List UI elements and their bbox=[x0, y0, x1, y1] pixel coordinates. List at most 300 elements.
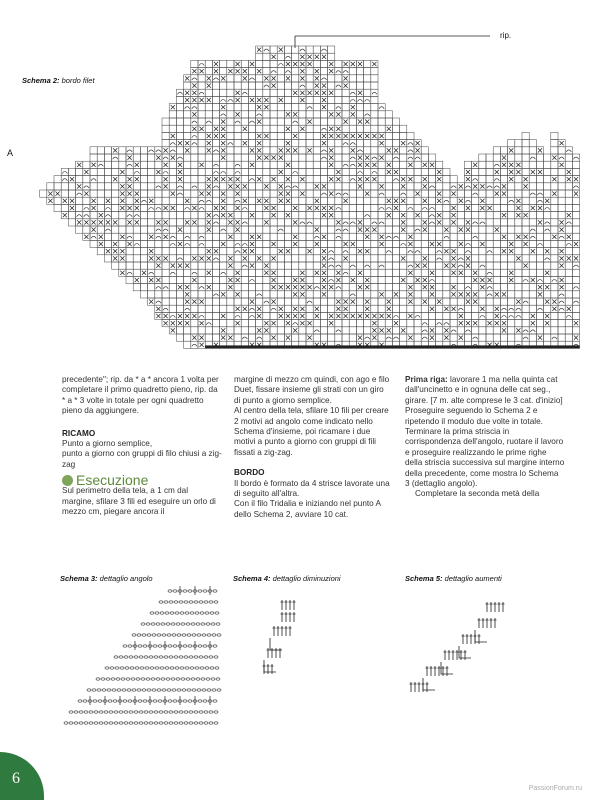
filet-cross-mark bbox=[185, 264, 189, 268]
filet-cell bbox=[392, 176, 399, 183]
filet-cell bbox=[83, 212, 90, 219]
filet-cross-mark bbox=[77, 184, 81, 188]
filet-cell bbox=[472, 262, 479, 269]
filet-cell bbox=[320, 68, 327, 75]
filet-cell bbox=[558, 269, 565, 276]
filet-cell bbox=[342, 269, 349, 276]
filet-cross-mark bbox=[423, 199, 427, 203]
filet-cell bbox=[421, 327, 428, 334]
filet-cell bbox=[155, 233, 162, 240]
filet-cell bbox=[256, 89, 263, 96]
filet-cell bbox=[299, 147, 306, 154]
filet-arc-mark bbox=[278, 64, 283, 66]
filet-cell bbox=[140, 219, 147, 226]
chain-stitch-symbol bbox=[69, 722, 73, 724]
col2-text-2: Al centro della tela, sfilare 10 fili per creare 2 motivi ad angolo come indicato nello Schema d'insieme, poi ricamare i due motivi a punto a giorno con gruppi di fili fissati a zig-zag. bbox=[234, 406, 389, 457]
filet-cross-mark bbox=[228, 235, 232, 239]
filet-cell bbox=[155, 176, 162, 183]
filet-cell bbox=[227, 154, 234, 161]
filet-cross-mark bbox=[372, 321, 376, 325]
filet-cell bbox=[544, 204, 551, 211]
filet-cell bbox=[205, 312, 212, 319]
filet-cell bbox=[220, 219, 227, 226]
filet-cross-mark bbox=[567, 256, 571, 260]
filet-cross-mark bbox=[257, 177, 261, 181]
filet-cross-mark bbox=[495, 170, 499, 174]
filet-arc-mark bbox=[480, 222, 485, 224]
filet-cross-mark bbox=[272, 242, 276, 246]
filet-cell bbox=[320, 240, 327, 247]
filet-cell bbox=[270, 140, 277, 147]
filet-arc-mark bbox=[321, 128, 326, 130]
chain-stitch-symbol bbox=[197, 634, 201, 636]
filet-cross-mark bbox=[221, 292, 225, 296]
filet-cell bbox=[335, 60, 342, 67]
filet-arc-mark bbox=[408, 251, 413, 253]
filet-cell bbox=[277, 89, 284, 96]
filet-cell bbox=[306, 96, 313, 103]
filet-cell bbox=[551, 276, 558, 283]
filet-cell bbox=[68, 190, 75, 197]
filet-cross-mark bbox=[430, 307, 434, 311]
filet-cell bbox=[220, 96, 227, 103]
filet-cell bbox=[544, 219, 551, 226]
filet-cell bbox=[356, 291, 363, 298]
filet-cross-mark bbox=[344, 84, 348, 88]
filet-cell bbox=[256, 204, 263, 211]
filet-cell bbox=[515, 262, 522, 269]
schema2-caption-bold: Schema 2: bbox=[22, 76, 60, 85]
filet-cross-mark bbox=[156, 256, 160, 260]
chain-stitch-symbol bbox=[169, 601, 173, 603]
filet-cell bbox=[407, 226, 414, 233]
filet-cross-mark bbox=[243, 184, 247, 188]
chain-stitch-symbol bbox=[84, 722, 88, 724]
filet-cell bbox=[270, 118, 277, 125]
filet-arc-mark bbox=[285, 56, 290, 58]
filet-cell bbox=[400, 240, 407, 247]
stitch-symbol bbox=[462, 634, 465, 644]
filet-cell bbox=[421, 154, 428, 161]
filet-cell bbox=[515, 176, 522, 183]
filet-cell bbox=[385, 233, 392, 240]
filet-cross-mark bbox=[430, 336, 434, 340]
filet-arc-mark bbox=[149, 272, 154, 274]
filet-cross-mark bbox=[329, 321, 333, 325]
chain-stitch-symbol bbox=[126, 678, 130, 680]
filet-cross-mark bbox=[444, 228, 448, 232]
chain-stitch-symbol bbox=[165, 667, 169, 669]
filet-cell bbox=[198, 212, 205, 219]
filet-cell bbox=[220, 269, 227, 276]
filet-cell bbox=[191, 104, 198, 111]
filet-cell bbox=[356, 82, 363, 89]
filet-cross-mark bbox=[200, 321, 204, 325]
chain-stitch-symbol bbox=[94, 722, 98, 724]
filet-cell bbox=[212, 75, 219, 82]
filet-cell bbox=[155, 240, 162, 247]
filet-cell bbox=[162, 226, 169, 233]
chain-stitch-symbol bbox=[211, 678, 215, 680]
filet-cell bbox=[184, 176, 191, 183]
filet-cross-mark bbox=[336, 278, 340, 282]
filet-arc-mark bbox=[98, 164, 103, 166]
filet-cell bbox=[284, 298, 291, 305]
filet-arc-mark bbox=[559, 294, 564, 296]
chain-stitch-symbol bbox=[190, 667, 194, 669]
filet-cell bbox=[292, 248, 299, 255]
filet-cell bbox=[234, 118, 241, 125]
filet-cell bbox=[270, 96, 277, 103]
filet-cell bbox=[234, 104, 241, 111]
filet-cell bbox=[277, 161, 284, 168]
filet-cell bbox=[270, 111, 277, 118]
filet-cross-mark bbox=[358, 184, 362, 188]
filet-cross-mark bbox=[257, 307, 261, 311]
filet-cell bbox=[176, 248, 183, 255]
chain-stitch-symbol bbox=[176, 623, 180, 625]
filet-cell bbox=[371, 197, 378, 204]
filet-cell bbox=[400, 132, 407, 139]
filet-cross-mark bbox=[228, 278, 232, 282]
filet-cross-mark bbox=[113, 256, 117, 260]
filet-cross-mark bbox=[236, 321, 240, 325]
filet-cross-mark bbox=[574, 177, 578, 181]
filet-cell bbox=[364, 111, 371, 118]
filet-cell bbox=[364, 68, 371, 75]
filet-cell bbox=[378, 161, 385, 168]
filet-arc-mark bbox=[509, 200, 514, 202]
filet-cell bbox=[508, 212, 515, 219]
filet-cell bbox=[248, 291, 255, 298]
filet-cross-mark bbox=[221, 134, 225, 138]
filet-cell bbox=[256, 125, 263, 132]
filet-cell bbox=[342, 276, 349, 283]
filet-cross-mark bbox=[200, 163, 204, 167]
filet-cell bbox=[486, 298, 493, 305]
filet-cell bbox=[400, 320, 407, 327]
filet-cell bbox=[349, 118, 356, 125]
filet-cross-mark bbox=[574, 336, 578, 340]
filet-cross-mark bbox=[358, 228, 362, 232]
filet-cell bbox=[472, 197, 479, 204]
filet-cell bbox=[385, 204, 392, 211]
filet-cell bbox=[212, 284, 219, 291]
filet-cross-mark bbox=[322, 55, 326, 59]
chain-stitch-symbol bbox=[203, 700, 207, 702]
filet-arc-mark bbox=[415, 229, 420, 231]
filet-cross-mark bbox=[365, 163, 369, 167]
filet-cell bbox=[313, 104, 320, 111]
filet-cell bbox=[306, 190, 313, 197]
filet-cross-mark bbox=[322, 249, 326, 253]
filet-cell bbox=[299, 82, 306, 89]
filet-cell bbox=[364, 140, 371, 147]
filet-cell bbox=[191, 132, 198, 139]
filet-cell bbox=[184, 212, 191, 219]
filet-cross-mark bbox=[488, 321, 492, 325]
filet-cell bbox=[392, 327, 399, 334]
filet-cell bbox=[284, 168, 291, 175]
filet-cell bbox=[457, 204, 464, 211]
filet-cross-mark bbox=[459, 314, 463, 318]
filet-cell bbox=[349, 327, 356, 334]
filet-cross-mark bbox=[466, 170, 470, 174]
chain-stitch-symbol bbox=[107, 689, 111, 691]
filet-cross-mark bbox=[185, 300, 189, 304]
filet-cross-mark bbox=[293, 292, 297, 296]
filet-cell bbox=[493, 212, 500, 219]
filet-cell bbox=[112, 183, 119, 190]
filet-cross-mark bbox=[358, 156, 362, 160]
filet-cell bbox=[572, 204, 579, 211]
filet-cross-mark bbox=[300, 98, 304, 102]
schema2-caption-text: bordo filet bbox=[59, 76, 95, 85]
filet-cell bbox=[169, 269, 176, 276]
filet-cell bbox=[414, 226, 421, 233]
filet-cell bbox=[392, 233, 399, 240]
filet-cell bbox=[493, 269, 500, 276]
filet-cell bbox=[306, 212, 313, 219]
filet-cell bbox=[392, 276, 399, 283]
filet-cross-mark bbox=[257, 148, 261, 152]
filet-cell bbox=[421, 248, 428, 255]
filet-cross-mark bbox=[531, 314, 535, 318]
filet-cross-mark bbox=[293, 148, 297, 152]
stitch-symbol bbox=[444, 650, 447, 660]
filet-cell bbox=[292, 176, 299, 183]
filet-cross-mark bbox=[401, 278, 405, 282]
filet-cross-mark bbox=[164, 256, 168, 260]
filet-cell bbox=[565, 312, 572, 319]
filet-cell bbox=[529, 147, 536, 154]
filet-arc-mark bbox=[509, 316, 514, 318]
filet-cell bbox=[220, 68, 227, 75]
filet-cell bbox=[234, 161, 241, 168]
filet-cross-mark bbox=[560, 264, 564, 268]
filet-cell bbox=[371, 168, 378, 175]
filet-cell bbox=[536, 276, 543, 283]
chain-stitch-symbol bbox=[165, 612, 169, 614]
filet-cell bbox=[133, 284, 140, 291]
filet-arc-mark bbox=[314, 287, 319, 289]
filet-cell bbox=[176, 219, 183, 226]
filet-cell bbox=[479, 312, 486, 319]
filet-arc-mark bbox=[379, 193, 384, 195]
filet-cross-mark bbox=[135, 220, 139, 224]
filet-cell bbox=[198, 197, 205, 204]
filet-cell bbox=[320, 147, 327, 154]
filet-cell bbox=[565, 240, 572, 247]
filet-cell bbox=[565, 334, 572, 341]
filet-cell bbox=[284, 276, 291, 283]
filet-cross-mark bbox=[214, 127, 218, 131]
stitch-symbol bbox=[486, 602, 489, 612]
chain-stitch-symbol bbox=[216, 623, 220, 625]
filet-cell bbox=[378, 176, 385, 183]
filet-cross-mark bbox=[279, 148, 283, 152]
filet-cross-mark bbox=[200, 69, 204, 73]
filet-cell bbox=[198, 183, 205, 190]
filet-cell bbox=[148, 176, 155, 183]
filet-cell bbox=[529, 161, 536, 168]
filet-cell bbox=[342, 104, 349, 111]
chain-stitch-symbol bbox=[194, 722, 198, 724]
filet-cross-mark bbox=[272, 271, 276, 275]
filet-cell bbox=[464, 334, 471, 341]
filet-cross-mark bbox=[466, 220, 470, 224]
filet-arc-mark bbox=[465, 186, 470, 188]
filet-cross-mark bbox=[473, 300, 477, 304]
filet-cell bbox=[364, 60, 371, 67]
filet-cell bbox=[205, 168, 212, 175]
filet-arc-mark bbox=[105, 208, 110, 210]
filet-cell bbox=[349, 125, 356, 132]
filet-cell bbox=[443, 183, 450, 190]
filet-cell bbox=[227, 204, 234, 211]
filet-cell bbox=[292, 212, 299, 219]
filet-cell bbox=[428, 320, 435, 327]
filet-cross-mark bbox=[221, 336, 225, 340]
filet-cell bbox=[493, 327, 500, 334]
filet-cell bbox=[248, 176, 255, 183]
chain-stitch-symbol bbox=[172, 689, 176, 691]
filet-cross-mark bbox=[480, 285, 484, 289]
stitch-symbol bbox=[293, 600, 296, 610]
filet-cell bbox=[97, 183, 104, 190]
filet-cell bbox=[133, 226, 140, 233]
chain-stitch-symbol bbox=[157, 634, 161, 636]
filet-cell bbox=[212, 269, 219, 276]
filet-cell bbox=[486, 327, 493, 334]
filet-cross-mark bbox=[164, 235, 168, 239]
filet-cell bbox=[335, 226, 342, 233]
stitch-symbol bbox=[494, 618, 497, 628]
filet-cross-mark bbox=[552, 307, 556, 311]
filet-cross-mark bbox=[459, 228, 463, 232]
filet-cell bbox=[349, 197, 356, 204]
filet-cell bbox=[54, 197, 61, 204]
filet-cross-mark bbox=[257, 314, 261, 318]
filet-arc-mark bbox=[257, 294, 262, 296]
filet-cell bbox=[126, 233, 133, 240]
filet-cell bbox=[284, 89, 291, 96]
page-number: 6 bbox=[12, 770, 20, 787]
filet-cell bbox=[436, 291, 443, 298]
filet-cell bbox=[515, 312, 522, 319]
filet-cross-mark bbox=[430, 328, 434, 332]
filet-cross-mark bbox=[236, 228, 240, 232]
filet-cell bbox=[472, 312, 479, 319]
filet-cell bbox=[220, 89, 227, 96]
filet-cell bbox=[392, 132, 399, 139]
filet-cell bbox=[414, 204, 421, 211]
filet-cell bbox=[414, 269, 421, 276]
filet-cell bbox=[457, 233, 464, 240]
chain-stitch-symbol bbox=[175, 667, 179, 669]
filet-cross-mark bbox=[207, 76, 211, 80]
filet-cell bbox=[169, 219, 176, 226]
filet-cell bbox=[162, 298, 169, 305]
filet-cell bbox=[371, 240, 378, 247]
chain-stitch-symbol bbox=[150, 667, 154, 669]
filet-cross-mark bbox=[207, 249, 211, 253]
chain-stitch-symbol bbox=[161, 623, 165, 625]
filet-cell bbox=[227, 327, 234, 334]
chain-stitch-symbol bbox=[187, 634, 191, 636]
filet-cell bbox=[284, 53, 291, 60]
filet-arc-mark bbox=[163, 229, 168, 231]
filet-arc-mark bbox=[357, 150, 362, 152]
filet-cross-mark bbox=[423, 220, 427, 224]
filet-cell bbox=[464, 269, 471, 276]
filet-arc-mark bbox=[422, 208, 427, 210]
filet-cell bbox=[522, 161, 529, 168]
filet-cell bbox=[234, 248, 241, 255]
filet-cell bbox=[248, 82, 255, 89]
filet-arc-mark bbox=[523, 280, 528, 282]
chain-stitch-symbol bbox=[180, 612, 184, 614]
ricamo-line-2: punto a giorno con gruppi di filo chiusi a zig-zag bbox=[62, 449, 222, 469]
filet-cell bbox=[328, 269, 335, 276]
filet-cell bbox=[97, 176, 104, 183]
chain-stitch-symbol bbox=[154, 711, 158, 713]
filet-cell bbox=[277, 118, 284, 125]
filet-cell bbox=[443, 269, 450, 276]
filet-cross-mark bbox=[408, 285, 412, 289]
filet-cross-mark bbox=[250, 163, 254, 167]
filet-cross-mark bbox=[221, 314, 225, 318]
filet-cross-mark bbox=[308, 148, 312, 152]
filet-cell bbox=[198, 204, 205, 211]
filet-cross-mark bbox=[135, 278, 139, 282]
filet-cell bbox=[313, 248, 320, 255]
filet-cell bbox=[500, 312, 507, 319]
filet-cross-mark bbox=[459, 184, 463, 188]
filet-cell bbox=[61, 168, 68, 175]
filet-cell bbox=[536, 154, 543, 161]
filet-cell bbox=[400, 291, 407, 298]
filet-cell bbox=[335, 82, 342, 89]
filet-cross-mark bbox=[272, 213, 276, 217]
filet-cross-mark bbox=[207, 98, 211, 102]
filet-cell bbox=[292, 154, 299, 161]
filet-cell bbox=[479, 176, 486, 183]
filet-cell bbox=[148, 161, 155, 168]
filet-arc-mark bbox=[271, 71, 276, 73]
filet-cell bbox=[256, 298, 263, 305]
filet-cell bbox=[356, 262, 363, 269]
chain-stitch-symbol bbox=[172, 634, 176, 636]
filet-cell bbox=[40, 190, 47, 197]
filet-cross-mark bbox=[502, 213, 506, 217]
filet-cell bbox=[241, 284, 248, 291]
filet-arc-mark bbox=[213, 258, 218, 260]
filet-cross-mark bbox=[236, 307, 240, 311]
filet-cell bbox=[263, 298, 270, 305]
filet-cross-mark bbox=[171, 321, 175, 325]
filet-cross-mark bbox=[416, 264, 420, 268]
filet-cell bbox=[90, 190, 97, 197]
filet-cell bbox=[241, 226, 248, 233]
filet-cell bbox=[313, 190, 320, 197]
filet-arc-mark bbox=[336, 287, 341, 289]
filet-cell bbox=[212, 219, 219, 226]
filet-cell bbox=[508, 197, 515, 204]
filet-cell bbox=[335, 284, 342, 291]
chain-stitch-symbol bbox=[215, 667, 219, 669]
filet-arc-mark bbox=[336, 208, 341, 210]
